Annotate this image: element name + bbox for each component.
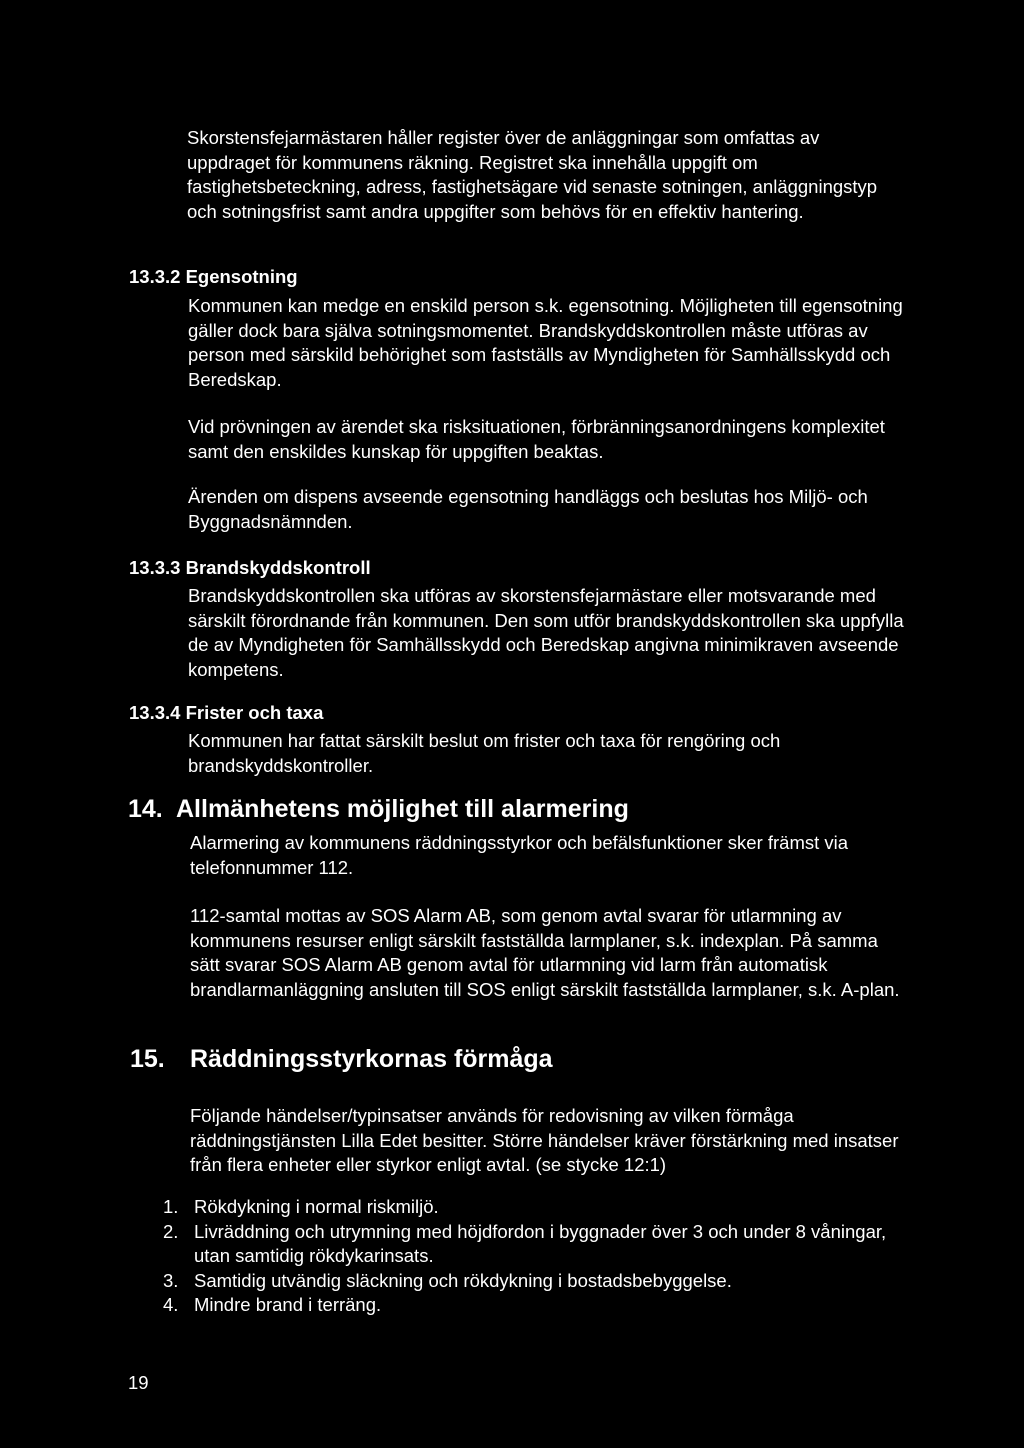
heading-number: 13.3.3: [129, 557, 181, 578]
list-item: [163, 1293, 893, 1318]
heading-title: Räddningsstyrkornas förmåga: [190, 1045, 553, 1073]
egensotning-paragraph-3: Ärenden om dispens avseende egensotning handläggs och beslutas hos Miljö- och Byggnadsnämnden.: [188, 486, 868, 532]
alarmering-paragraph-2: 112-samtal mottas av SOS Alarm AB, som genom avtal svarar för utlarmning av kommunens resurser enligt särskilt fastställda larmplaner, s.k. indexplan. På samma sätt svarar SOS Alarm AB genom avtal för utlarmning vid larm från automatisk brandlarmanläggning ansluten till SOS enligt särskilt fastställda larmplaner, s.k. A-plan.: [190, 905, 900, 1000]
list-marker: 4.: [163, 1294, 179, 1315]
heading-15: [130, 1044, 890, 1074]
list-item-text: Livräddning och utrymning med höjdfordon i byggnader över 3 och under 8 våningar, utan samtidig rökdykarinsats.: [194, 1220, 887, 1266]
heading-13-3-3: [129, 556, 371, 580]
egensotning-paragraph-1: Kommunen kan medge en enskild person s.k. egensotning. Möjligheten till egensotning gäller dock bara själva sotningsmomentet. Brandskyddskontrollen måste utföras av person med särskild behörighet som fastställs av Myndigheten för Samhällsskydd och Beredskap.: [188, 295, 903, 390]
heading-title: Egensotning: [185, 266, 298, 287]
formaga-list: [163, 1195, 893, 1318]
page-number: 19: [128, 1372, 149, 1393]
heading-title: Brandskyddskontroll: [185, 557, 371, 578]
heading-number: 13.3.4: [129, 702, 181, 723]
heading-number: 15.: [130, 1045, 165, 1073]
egensotning-paragraph-2: Vid prövningen av ärendet ska risksituationen, förbränningsanordningens komplexitet samt den enskildes kunskap för uppgiften beaktas.: [188, 416, 885, 462]
heading-title: Frister och taxa: [185, 702, 324, 723]
brandskyddskontroll-paragraph: Brandskyddskontrollen ska utföras av skorstensfejarmästare eller motsvarande med särskilt förordnande från kommunen. Den som utför brandskyddskontrollen ska uppfylla de av Myndigheten för Samhällsskydd och Beredskap angivna minimikraven avseende kompetens.: [188, 585, 904, 680]
list-marker: 3.: [163, 1269, 179, 1291]
list-item: [163, 1220, 893, 1269]
heading-14: [128, 794, 888, 824]
alarmering-paragraph-1: Alarmering av kommunens räddningsstyrkor och befälsfunktioner sker främst via telefonnummer 112.: [190, 832, 849, 878]
list-item-text: Rökdykning i normal riskmiljö.: [194, 1196, 439, 1217]
heading-number: 14.: [128, 795, 163, 823]
frister-paragraph: Kommunen har fattat särskilt beslut om frister och taxa för rengöring och brandskyddskontroller.: [188, 730, 781, 776]
heading-title: Allmänhetens möjlighet till alarmering: [176, 795, 629, 823]
heading-number: 13.3.2: [129, 266, 181, 287]
list-marker: 1.: [163, 1196, 179, 1217]
formaga-paragraph: Följande händelser/typinsatser används för redovisning av vilken förmåga räddningstjänsten Lilla Edet besitter. Större händelser kräver förstärkning med insatser från flera enheter eller styrkor enligt avtal. (se stycke 12:1): [190, 1105, 899, 1175]
list-item-text: Samtidig utvändig släckning och rökdykning i bostadsbebyggelse.: [194, 1269, 732, 1291]
intro-paragraph: Skorstensfejarmästaren håller register över de anläggningar som omfattas av uppdraget för kommunens räkning. Registret ska innehålla uppgift om fastighetsbeteckning, adress, fastighetsägare vid senaste sotningen, anläggningstyp och sotningsfrist samt andra uppgifter som behövs för en effektiv hantering.: [187, 127, 878, 222]
list-item: [163, 1195, 893, 1220]
heading-13-3-2: [129, 265, 298, 289]
list-item: [163, 1269, 893, 1294]
list-item-text: Mindre brand i terräng.: [194, 1294, 382, 1315]
list-marker: 2.: [163, 1220, 179, 1242]
heading-13-3-4: [129, 701, 323, 725]
